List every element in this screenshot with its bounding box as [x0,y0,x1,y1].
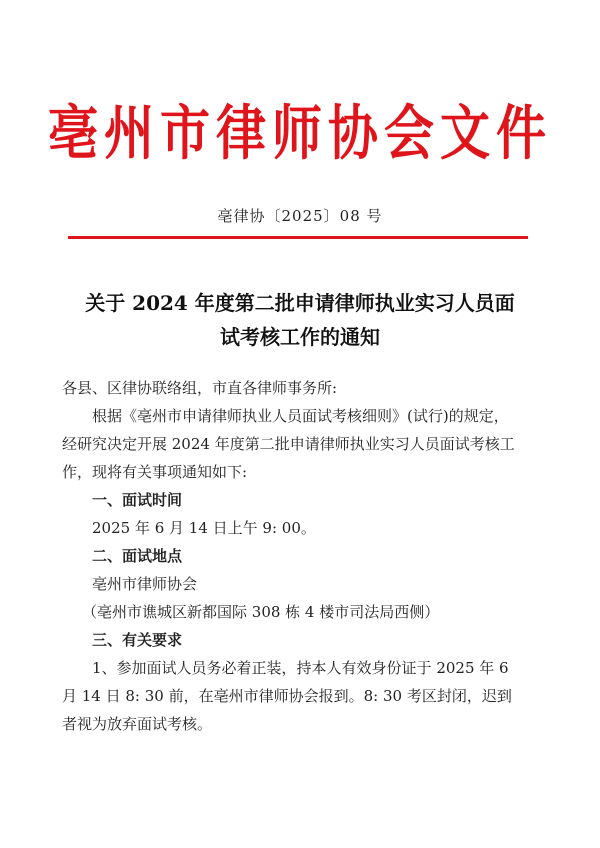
salutation: 各县、区律协联络组，市直各律师事务所: [62,379,338,397]
section-time-value: 2025 年 6 月 14 日上午 9: 00。 [92,519,316,537]
intro-paragraph: 根据《亳州市申请律师执业人员面试考核细则》(试行)的规定，经研究决定开展 2024 年度第二批申请律师执业实习人员面试考核工作，现将有关事项通知如下: [62,407,515,481]
notice-sections [62,486,522,738]
header-red-divider [68,236,528,239]
section-place-value: 亳州市律师协会 [92,575,198,593]
requirement-item-1: 1、参加面试人员务必着正装，持本人有效身份证于 2025 年 6 月 14 日 8: 30 前，在亳州市律师协会报到。8: 30 考区封闭，迟到者视为放弃面试考核。 [62,659,512,733]
section-place-detail: （亳州市谯城区新都国际 308 栋 4 楼市司法局西侧） [82,603,440,621]
org-document-header-title: 亳州市律师协会文件 [48,99,552,168]
section-place-heading: 二、面试地点 [92,547,183,565]
section-requirements-heading: 三、有关要求 [92,631,183,649]
section-time-heading: 一、面试时间 [92,491,183,509]
notice-title: 关于 2024 年度第二批申请律师执业实习人员面试考核工作的通知 [85,291,515,349]
document-number: 亳律协〔2025〕08 号 [217,207,383,225]
notice-body [62,374,522,486]
